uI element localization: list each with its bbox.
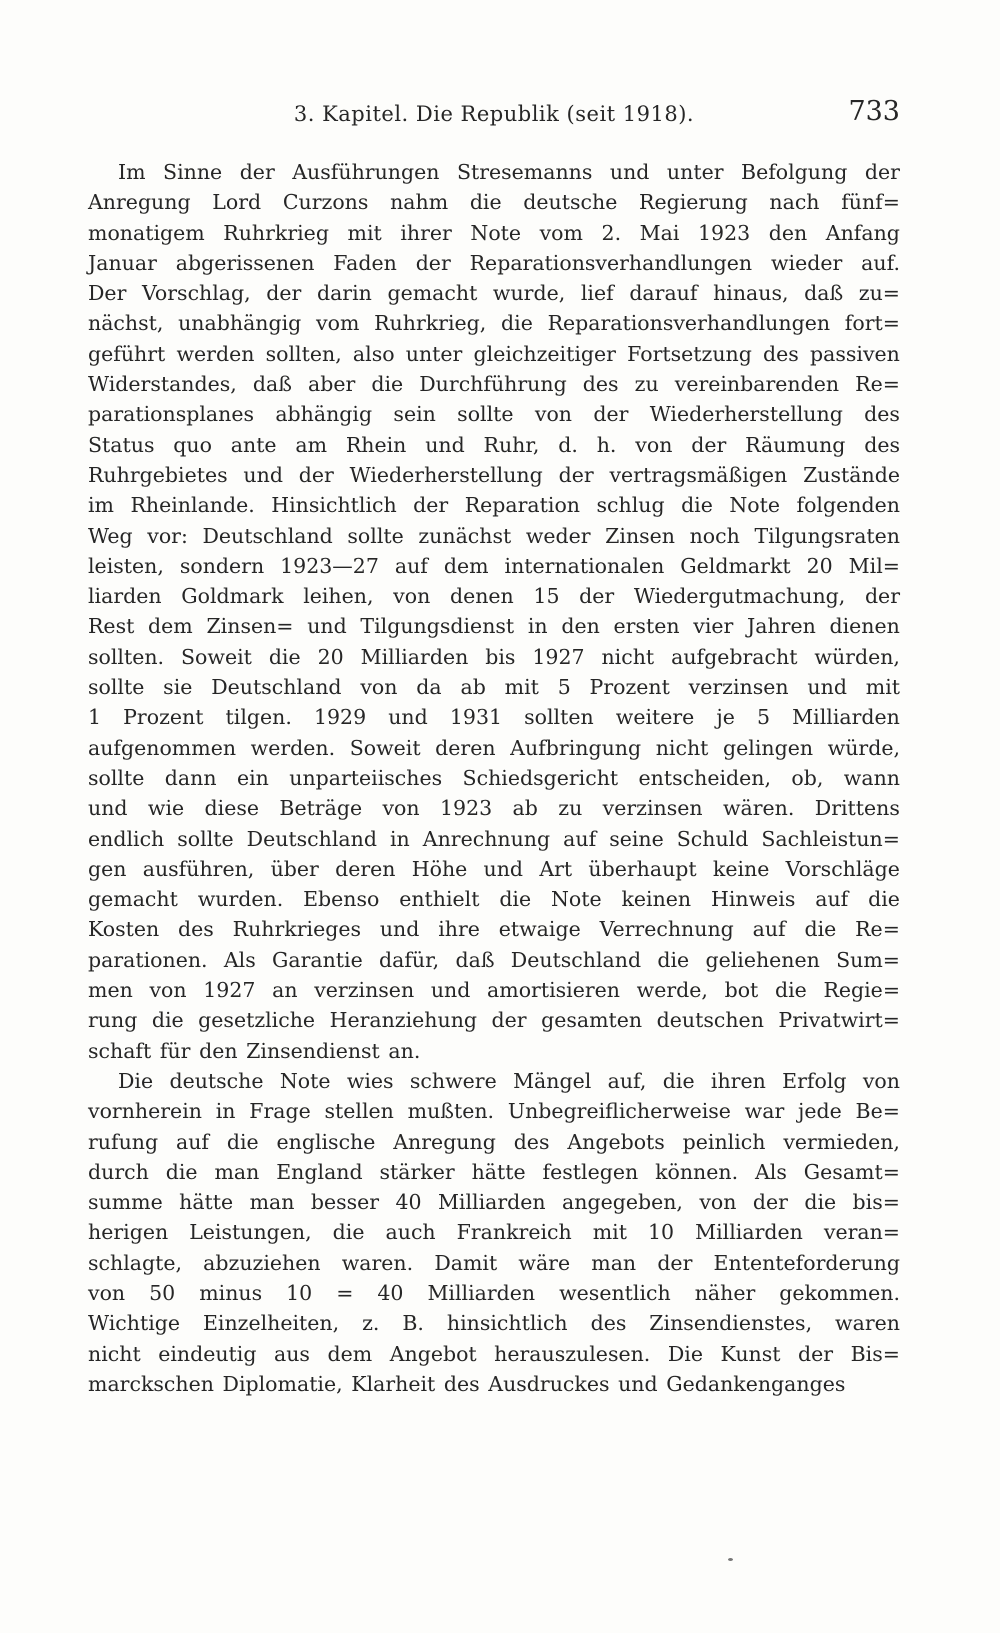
text-line: und wie diese Beträge von 1923 ab zu verzinsen wären. Drittens <box>88 796 900 821</box>
text-line: im Rheinlande. Hinsichtlich der Reparation schlug die Note folgenden <box>88 493 900 518</box>
text-line: Die deutsche Note wies schwere Mängel auf, die ihren Erfolg von <box>118 1068 900 1093</box>
text-line: durch die man England stärker hätte festlegen können. Als Gesamt= <box>88 1159 900 1184</box>
text-line: Wichtige Einzelheiten, z. B. hinsichtlich des Zinsendienstes, waren <box>88 1311 900 1336</box>
text-line: leisten, sondern 1923—27 auf dem internationalen Geldmarkt 20 Mil= <box>88 553 900 578</box>
text-line: gemacht wurden. Ebenso enthielt die Note keinen Hinweis auf die <box>88 887 900 912</box>
text-line: Der Vorschlag, der darin gemacht wurde, lief darauf hinaus, daß zu= <box>88 281 900 306</box>
text-line: parationsplanes abhängig sein sollte von der Wiederherstellung des <box>88 402 900 427</box>
body-text <box>88 160 900 1402</box>
text-line: Rest dem Zinsen= und Tilgungsdienst in den ersten vier Jahren dienen <box>88 614 900 639</box>
text-line: Weg vor: Deutschland sollte zunächst weder Zinsen noch Tilgungsraten <box>88 523 900 548</box>
text-line: Status quo ante am Rhein und Ruhr, d. h. von der Räumung des <box>88 432 900 457</box>
text-line: rufung auf die englische Anregung des Angebots peinlich vermieden, <box>88 1129 900 1154</box>
paragraph <box>88 1069 900 1402</box>
text-line: aufgenommen werden. Soweit deren Aufbringung nicht gelingen würde, <box>88 735 900 760</box>
text-line: Januar abgerissenen Faden der Reparationsverhandlungen wieder auf. <box>88 250 900 275</box>
text-line: men von 1927 an verzinsen und amortisieren werde, bot die Regie= <box>88 978 900 1003</box>
text-line: geführt werden sollten, also unter gleichzeitiger Fortsetzung des passiven <box>88 341 900 366</box>
text-line: nächst, unabhängig vom Ruhrkrieg, die Reparationsverhandlungen fort= <box>88 311 900 336</box>
text-line: sollte dann ein unparteiisches Schiedsgericht entscheiden, ob, wann <box>88 765 900 790</box>
chapter-running-title: 3. Kapitel. Die Republik (seit 1918). <box>293 102 695 126</box>
text-line: endlich sollte Deutschland in Anrechnung auf seine Schuld Sachleistun= <box>88 826 900 851</box>
text-line: Anregung Lord Curzons nahm die deutsche Regierung nach fünf= <box>88 190 900 215</box>
text-line: von 50 minus 10 = 40 Milliarden wesentlich näher gekommen. <box>88 1280 900 1305</box>
text-line: Kosten des Ruhrkrieges und ihre etwaige Verrechnung auf die Re= <box>88 917 900 942</box>
text-line: schaft für den Zinsendienst an. <box>88 1038 421 1063</box>
text-line: liarden Goldmark leihen, von denen 15 der Wiedergutmachung, der <box>88 584 900 609</box>
text-line: Im Sinne der Ausführungen Stresemanns und unter Befolgung der <box>118 160 900 184</box>
text-line: Widerstandes, daß aber die Durchführung des zu vereinbarenden Re= <box>88 372 900 397</box>
text-line: vornherein in Frage stellen mußten. Unbegreiflicherweise war jede Be= <box>88 1099 900 1124</box>
text-line: 1 Prozent tilgen. 1929 und 1931 sollten weitere je 5 Milliarden <box>88 705 900 730</box>
text-line: herigen Leistungen, die auch Frankreich mit 10 Milliarden veran= <box>88 1220 900 1245</box>
text-line: sollten. Soweit die 20 Milliarden bis 1927 nicht aufgebracht würden, <box>88 644 900 669</box>
text-line: rung die gesetzliche Heranziehung der gesamten deutschen Privatwirt= <box>88 1008 900 1033</box>
text-line: Ruhrgebietes und der Wiederherstellung der vertragsmäßigen Zustände <box>88 462 900 487</box>
paragraph <box>88 160 900 1069</box>
running-head <box>88 96 900 136</box>
text-line: schlagte, abzuziehen waren. Damit wäre man der Ententeforderung <box>88 1250 900 1275</box>
text-line: marckschen Diplomatie, Klarheit des Ausdruckes und Gedankenganges <box>88 1371 846 1396</box>
page-number: 733 <box>848 96 900 127</box>
text-line: summe hätte man besser 40 Milliarden angegeben, von der die bis= <box>88 1190 900 1215</box>
text-line: monatigem Ruhrkrieg mit ihrer Note vom 2. Mai 1923 den Anfang <box>88 220 900 245</box>
print-speck <box>728 1558 733 1561</box>
text-line: nicht eindeutig aus dem Angebot herauszulesen. Die Kunst der Bis= <box>88 1341 900 1366</box>
text-line: parationen. Als Garantie dafür, daß Deutschland die geliehenen Sum= <box>88 947 900 972</box>
text-line: gen ausführen, über deren Höhe und Art überhaupt keine Vorschläge <box>88 856 900 881</box>
text-line: sollte sie Deutschland von da ab mit 5 Prozent verzinsen und mit <box>88 675 900 700</box>
